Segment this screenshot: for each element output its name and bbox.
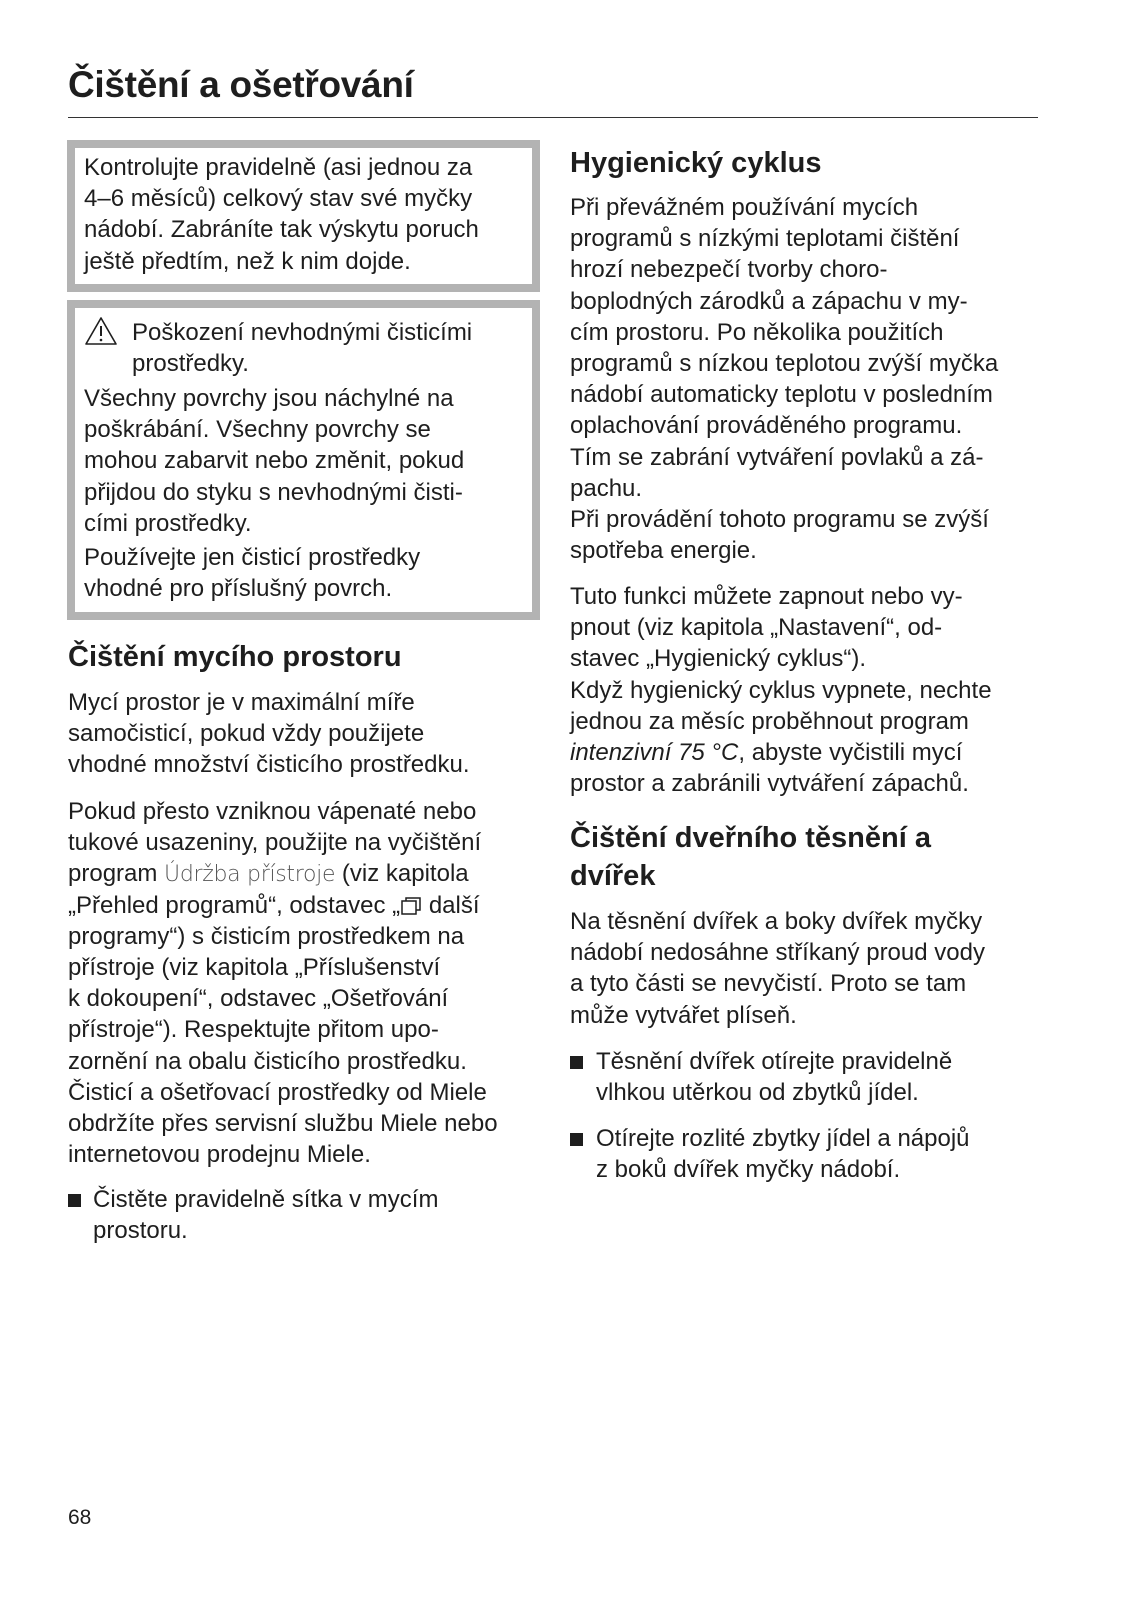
text-segment: další	[422, 891, 480, 919]
text-line: může vytvářet plíseň.	[570, 1001, 797, 1029]
text-line: vhodné množství čisticího prostředku.	[68, 751, 470, 779]
text-line: vlhkou utěrkou od zbytků jídel.	[596, 1079, 919, 1107]
paragraph	[68, 796, 498, 1170]
text-line: Všechny povrchy jsou náchylné na	[84, 385, 454, 412]
text-line: Pokud přesto vzniknou vápenaté nebo	[68, 798, 477, 825]
text-line: samočisticí, pokud vždy použijete	[68, 720, 425, 748]
text-line: pachu.	[570, 474, 643, 502]
text-line: spotřeba energie.	[570, 537, 757, 565]
section-heading-door-seal	[570, 819, 931, 895]
text-line: oplachování prováděného programu.	[570, 412, 963, 440]
section-heading-cleaning-wash-cabinet	[68, 638, 402, 676]
page-number: 68	[68, 1506, 92, 1529]
text-line: prostředky.	[132, 350, 249, 378]
text-line: pnout (viz kapitola „Nastavení“, od-	[570, 614, 943, 642]
text-line	[68, 890, 498, 921]
title-divider	[68, 117, 1038, 118]
text-line: ještě předtím, než k nim dojde.	[84, 247, 411, 275]
paragraph	[570, 192, 998, 566]
text-line: cím prostoru. Po několika použitích	[570, 318, 944, 346]
text-line: programů s nízkými teplotami čištění	[570, 225, 960, 253]
text-line: Tuto funkci můžete zapnout nebo vy-	[570, 583, 963, 610]
page-title: Čištění a ošetřování	[68, 64, 414, 105]
text-line: Používejte jen čisticí prostředky	[84, 544, 421, 571]
text-line: Tím se zabrání vytváření povlaků a zá-	[570, 443, 984, 471]
bullet-icon	[570, 1056, 583, 1069]
text-line: Těsnění dvířek otírejte pravidelně	[596, 1048, 953, 1075]
text-line: vhodné pro příslušný povrch.	[84, 575, 393, 603]
text-line: přístroje (viz kapitola „Příslušenství	[68, 953, 441, 981]
section-heading-hygiene-cycle	[570, 144, 821, 182]
text-line: z boků dvířek myčky nádobí.	[596, 1156, 901, 1184]
text-segment: program	[68, 860, 165, 888]
text-line: Poškození nevhodnými čisticími	[132, 319, 473, 346]
paragraph	[570, 906, 985, 1031]
text-line: nádobí nedosáhne stříkaný proud vody	[570, 939, 985, 967]
bullet-item	[596, 1123, 970, 1185]
text-line: 4–6 měsíců) celkový stav své myčky	[84, 185, 473, 213]
text-line: přístroje“). Respektujte přitom upo-	[68, 1016, 439, 1044]
program-window-icon	[401, 897, 421, 915]
paragraph	[68, 687, 470, 781]
text-line: Při provádění tohoto programu se zvýší	[570, 505, 989, 533]
text-line: cími prostředky.	[84, 509, 252, 537]
text-line: internetovou prodejnu Miele.	[68, 1141, 371, 1169]
info-box-text	[84, 152, 479, 277]
text-line: tukové usazeniny, použijte na vyčištění	[68, 829, 482, 857]
text-line: Čištění dveřního těsnění a	[570, 822, 931, 854]
text-line: hrozí nebezpečí tvorby choro-	[570, 256, 888, 284]
text-line: nádobí. Zabráníte tak výskytu poruch	[84, 216, 479, 244]
text-line: mohou zabarvit nebo změnit, pokud	[84, 447, 465, 475]
text-line: Při převážném používání mycích	[570, 194, 919, 221]
paragraph	[570, 581, 992, 799]
warning-advice	[84, 542, 420, 604]
text-line: stavec „Hygienický cyklus“).	[570, 645, 867, 673]
warning-heading	[84, 317, 472, 379]
text-line: přijdou do styku s nevhodnými čisti-	[84, 478, 463, 506]
text-line: Když hygienický cyklus vypnete, nechte	[570, 676, 992, 704]
program-name-italic: intenzivní 75 °C	[570, 738, 739, 766]
text-line: poškrábání. Všechny povrchy se	[84, 416, 431, 444]
text-line	[68, 858, 498, 889]
warning-text	[84, 383, 464, 539]
text-line: zornění na obalu čisticího prostředku.	[68, 1047, 467, 1075]
text-line: prostoru.	[93, 1217, 188, 1245]
text-segment: (viz kapitola	[335, 860, 469, 888]
text-line: programů s nízkou teplotou zvýší myčka	[570, 349, 999, 377]
text-line: prostor a zabránili vytváření zápachů.	[570, 770, 969, 798]
text-line: Hygienický cyklus	[570, 147, 822, 179]
text-line: Čištění mycího prostoru	[68, 641, 402, 673]
text-line: Čisticí a ošetřovací prostředky od Miele	[68, 1078, 487, 1106]
text-line: programy“) s čisticím prostředkem na	[68, 922, 465, 950]
text-segment: , abyste vyčistili mycí	[738, 738, 963, 766]
text-line: dvířek	[570, 860, 656, 892]
text-line: nádobí automaticky teplotu v posledním	[570, 381, 993, 409]
bullet-item	[596, 1046, 952, 1108]
text-line: k dokoupení“, odstavec „Ošetřování	[68, 985, 449, 1013]
text-line: a tyto části se nevyčistí. Proto se tam	[570, 970, 967, 998]
text-line: Čistěte pravidelně sítka v mycím	[93, 1186, 439, 1213]
bullet-icon	[68, 1194, 81, 1207]
program-name: Údržba přístroje	[164, 862, 336, 888]
text-segment: „Přehled programů“, odstavec „	[68, 891, 401, 919]
bullet-item	[93, 1184, 438, 1246]
text-line: Na těsnění dvířek a boky dvířek myčky	[570, 908, 983, 935]
text-line: Mycí prostor je v maximální míře	[68, 689, 415, 716]
bullet-icon	[570, 1133, 583, 1146]
text-line: boplodných zárodků a zápachu v my-	[570, 287, 968, 315]
text-line: jednou za měsíc proběhnout program	[570, 707, 969, 735]
text-line: obdržíte přes servisní službu Miele nebo	[68, 1109, 498, 1137]
text-line: Kontrolujte pravidelně (asi jednou za	[84, 154, 473, 181]
text-line: Otírejte rozlité zbytky jídel a nápojů	[596, 1125, 970, 1152]
text-line	[570, 737, 992, 768]
